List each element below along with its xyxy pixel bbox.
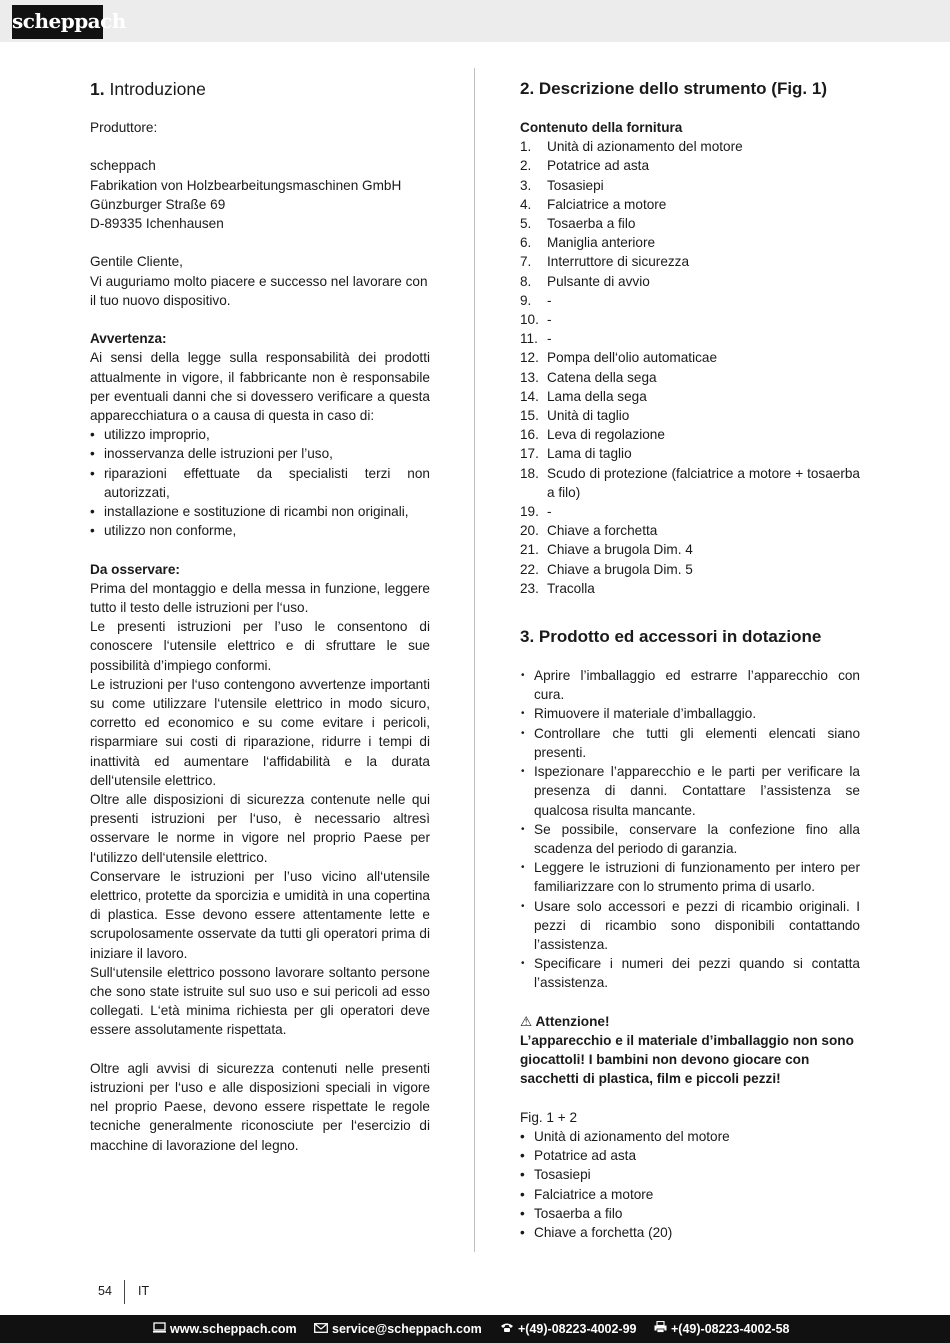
list-item: • Chiave a forchetta (20) (520, 1223, 860, 1242)
parts-list-item (520, 195, 860, 214)
list-item: • riparazioni effettuate da specialisti terzi non autorizzati, (90, 464, 430, 502)
list-item: • Aprire l’imballaggio ed estrarre l’apparecchio con cura. (520, 666, 860, 704)
phone-item (500, 1315, 637, 1343)
part-number: 1. (520, 139, 532, 155)
left-column (90, 78, 430, 1155)
part-number: 7. (520, 254, 532, 270)
mail-icon (314, 1315, 328, 1343)
observe-paragraph: Le presenti istruzioni per l’uso le consentono di conoscere l‘utensile elettrico e di sfruttare le sue possibilità d’impiego conformi. (90, 619, 430, 673)
part-label: - (547, 292, 552, 308)
part-label: Falciatrice a motore (547, 196, 667, 212)
part-number: 8. (520, 273, 532, 289)
part-label: Tosasiepi (547, 177, 604, 193)
phone-number: +(49)-08223-4002-99 (518, 1322, 637, 1336)
part-number: 12. (520, 350, 539, 366)
parts-list-item (520, 252, 860, 271)
part-number: 15. (520, 408, 539, 424)
part-label: Lama della sega (547, 388, 647, 404)
parts-list-item (520, 579, 860, 598)
list-item: • Potatrice ad asta (520, 1146, 860, 1165)
warning-heading: Avvertenza: (90, 331, 167, 347)
parts-list-item (520, 368, 860, 387)
list-item: • Se possibile, conservare la confezione fino alla scadenza del periodo di garanzia. (520, 820, 860, 858)
part-number: 11. (520, 331, 538, 347)
greeting-text: Vi auguriamo molto piacere e successo nel lavorare con il tuo nuovo dispositivo. (90, 273, 428, 308)
fig-items-list (520, 1127, 860, 1242)
section-1-number: 1. (90, 79, 105, 99)
parts-list-item (520, 521, 860, 540)
parts-list (520, 137, 860, 598)
part-label: Maniglia anteriore (547, 235, 656, 251)
part-number: 16. (520, 427, 539, 443)
part-number: 9. (520, 292, 532, 308)
part-label: Catena della sega (547, 369, 657, 385)
part-number: 20. (520, 523, 539, 539)
part-label: Unità di azionamento del motore (547, 139, 743, 155)
attention-heading: Attenzione! (535, 1013, 610, 1029)
part-label: - (547, 312, 552, 328)
column-divider (474, 68, 475, 1252)
list-item: • Ispezionare l’apparecchio e le parti per verificare la presenza di danni. Contattare l’assistenza se qualcosa risulta mancante. (520, 762, 860, 820)
attention-text: L’apparecchio e il materiale d’imballaggio non sono giocattoli! I bambini non devono giocare con sacchetti di plastica, film e piccoli pezzi! (520, 1032, 854, 1087)
part-number: 18. (520, 465, 539, 481)
parts-list-item (520, 464, 860, 502)
list-item: • Usare solo accessori e pezzi di ricambio originali. I pezzi di ricambio sono disponibili contattando l’assistenza. (520, 897, 860, 955)
address-line: scheppach (90, 158, 156, 174)
list-item: • Falciatrice a motore (520, 1185, 860, 1204)
observe-paragraph: Le istruzioni per l‘uso contengono avvertenze importanti su come utilizzare l‘utensile elettrico in modo sicuro, corretto ed economico e su come evitare i pericoli, risparmiare sui costi di riparazione, ridurre i tempi di inattività ed aumentare l‘affidabilità e la durata dell‘utensile elettrico. (90, 676, 430, 788)
producer-label: Produttore: (90, 120, 158, 135)
part-label: Potatrice ad asta (547, 158, 650, 174)
list-item: • Tosasiepi (520, 1165, 860, 1184)
part-number: 17. (520, 446, 539, 462)
list-item: • installazione e sostituzione di ricambi non originali, (90, 502, 430, 521)
part-number: 5. (520, 216, 532, 232)
list-item: • utilizzo improprio, (90, 425, 430, 444)
list-item: • Controllare che tutti gli elementi elencati siano presenti. (520, 724, 860, 762)
list-item: • Tosaerba a filo (520, 1204, 860, 1223)
part-number: 13. (520, 369, 539, 385)
list-item: • Leggere le istruzioni di funzionamento per intero per familiarizzare con lo strumento prima di usarlo. (520, 858, 860, 896)
list-item: • Rimuovere il materiale d’imballaggio. (520, 704, 860, 723)
part-number: 6. (520, 235, 532, 251)
part-label: Chiave a brugola Dim. 5 (547, 561, 693, 577)
address-line: Günzburger Straße 69 (90, 196, 226, 212)
parts-list-item (520, 272, 860, 291)
part-label: Scudo di protezione (falciatrice a motore + tosaerba a filo) (547, 465, 860, 500)
parts-list-item (520, 502, 860, 521)
section-3-title: 3. Prodotto ed accessori in dotazione (520, 627, 822, 647)
section-1-label: Introduzione (109, 79, 206, 99)
warning-triangle-icon: ⚠ (520, 1013, 533, 1029)
right-column (520, 78, 860, 1242)
part-number: 23. (520, 580, 539, 596)
part-number: 10. (520, 312, 539, 328)
fax-number: +(49)-08223-4002-58 (671, 1322, 790, 1336)
warning-text: Ai sensi della legge sulla responsabilità dei prodotti attualmente in vigore, il fabbricante non è responsabile per eventuali danni che si dovessero verificare a questa apparecchiatura o a causa di questa in caso di: (90, 350, 430, 423)
address-line: Fabrikation von Holzbearbeitungsmaschinen GmbH (90, 177, 402, 193)
part-number: 2. (520, 158, 532, 174)
part-number: 14. (520, 388, 539, 404)
observe-paragraph: Oltre alle disposizioni di sicurezza contenute nelle qui presenti istruzioni per l‘uso, è necessario altresì osservare le norme in vigore nel proprio Paese per l‘utilizzo dell‘utensile elettrico. (90, 792, 430, 865)
scheppach-logo: scheppach (12, 5, 103, 39)
page-number-divider (124, 1280, 125, 1304)
parts-list-item (520, 540, 860, 559)
parts-list-item (520, 214, 860, 233)
header-bar (0, 0, 950, 42)
fax-icon (654, 1315, 667, 1343)
parts-list-item (520, 176, 860, 195)
part-label: Chiave a brugola Dim. 4 (547, 542, 693, 558)
part-label: Interruttore di sicurezza (547, 254, 690, 270)
parts-list-item (520, 329, 860, 348)
list-item: • utilizzo non conforme, (90, 521, 430, 540)
part-label: Pulsante di avvio (547, 273, 650, 289)
steps-list (520, 666, 860, 992)
parts-list-item (520, 444, 860, 463)
website-link[interactable]: www.scheppach.com (170, 1322, 297, 1336)
list-item: • inosservanza delle istruzioni per l’uso, (90, 444, 430, 463)
parts-list-item (520, 291, 860, 310)
parts-list-item (520, 156, 860, 175)
parts-list-item (520, 137, 860, 156)
website-item[interactable] (153, 1315, 297, 1343)
closing-paragraph: Oltre agli avvisi di sicurezza contenuti nelle presenti istruzioni per l‘uso e alle disposizioni speciali in vigore nel proprio Paese, devono essere rispettate le regole tecniche generalmente riconosciute per l‘esercizio di macchine di lavorazione del legno. (90, 1060, 430, 1153)
part-number: 3. (520, 177, 532, 193)
parts-list-item (520, 310, 860, 329)
attention-heading-line (520, 1012, 860, 1031)
part-label: Tracolla (547, 580, 595, 596)
section-2-title: 2. Descrizione dello strumento (Fig. 1) (520, 79, 827, 98)
observe-paragraph: Prima del montaggio e della messa in funzione, leggere tutto il testo delle istruzioni per l‘uso. (90, 580, 430, 616)
part-number: 4. (520, 196, 532, 212)
part-label: - (547, 504, 552, 520)
part-label: Tosaerba a filo (547, 216, 636, 232)
parts-list-item (520, 406, 860, 425)
page-number: 54 (98, 1284, 112, 1298)
contact-bar (0, 1315, 950, 1343)
part-number: 21. (520, 542, 539, 558)
parts-list-item (520, 560, 860, 579)
observe-paragraph: Sull‘utensile elettrico possono lavorare soltanto persone che sono state istruite sul suo uso e sui pericoli ad esso collegati. L‘età minima richiesta per gli operatori deve essere assolutamente rispettata. (90, 964, 430, 1038)
phone-icon (500, 1315, 514, 1343)
greeting: Gentile Cliente, (90, 254, 183, 270)
part-label: Chiave a forchetta (547, 523, 658, 539)
part-label: Leva di regolazione (547, 427, 665, 443)
list-item: • Unità di azionamento del motore (520, 1127, 860, 1146)
email-item[interactable] (314, 1315, 482, 1343)
fax-item (654, 1315, 790, 1343)
part-number: 22. (520, 561, 539, 577)
part-label: Unità di taglio (547, 408, 630, 424)
observe-paragraph: Conservare le istruzioni per l’uso vicino all‘utensile elettrico, protette da sporcizia e umidità in una copertina di plastica. Esse devono essere attentamente lette e scrupolosamente osservate da tutti gli operatori prima di iniziare il lavoro. (90, 868, 430, 961)
warning-list (90, 425, 430, 540)
fig-label: Fig. 1 + 2 (520, 1109, 578, 1125)
email-link[interactable]: service@scheppach.com (332, 1322, 482, 1336)
contents-heading: Contenuto della fornitura (520, 120, 683, 135)
parts-list-item (520, 425, 860, 444)
parts-list-item (520, 233, 860, 252)
computer-icon (153, 1315, 166, 1343)
address-line: D-89335 Ichenhausen (90, 216, 224, 231)
observe-heading: Da osservare: (90, 561, 180, 577)
section-1-title (90, 78, 430, 100)
part-label: Pompa dell‘olio automaticae (547, 350, 718, 366)
part-label: Lama di taglio (547, 446, 632, 462)
language-code: IT (138, 1284, 150, 1298)
list-item: • Specificare i numeri dei pezzi quando si contatta l’assistenza. (520, 954, 860, 992)
part-label: - (547, 331, 552, 347)
part-number: 19. (520, 504, 539, 520)
parts-list-item (520, 387, 860, 406)
parts-list-item (520, 348, 860, 367)
